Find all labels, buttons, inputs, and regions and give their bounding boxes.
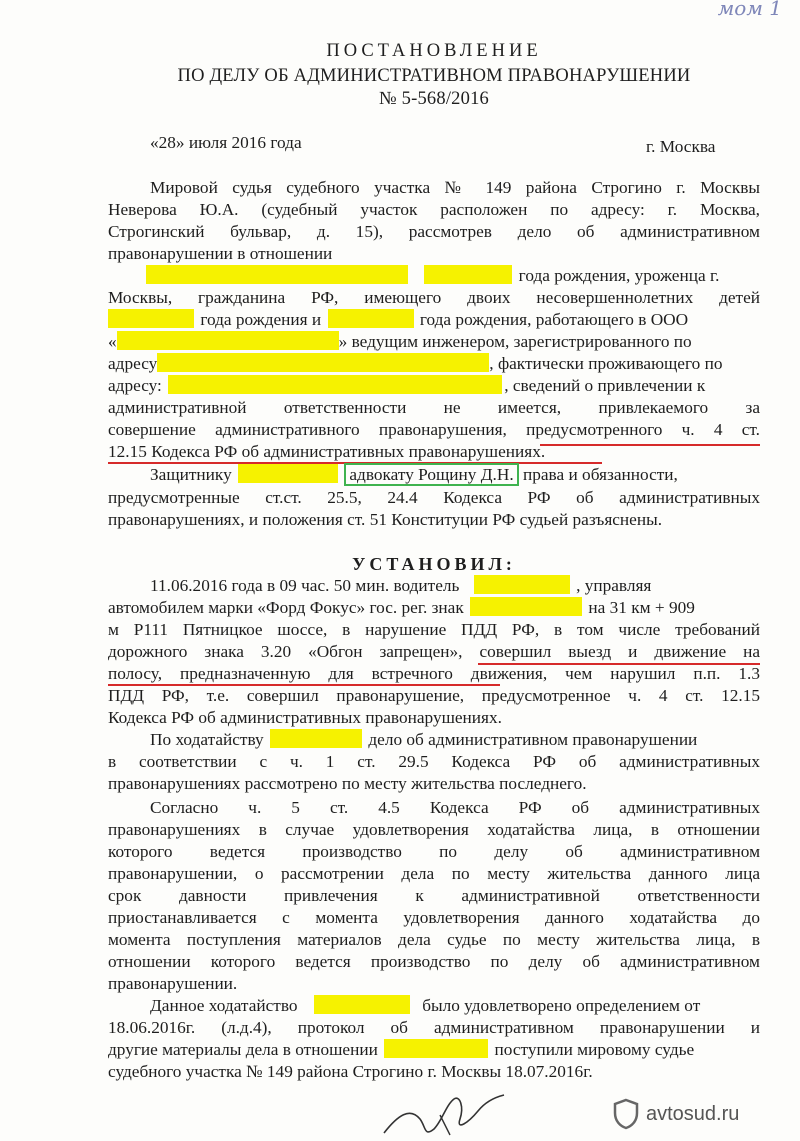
article-line-6: приостанавливается с момента удовлетворения данного ходатайства до: [108, 908, 760, 927]
granted-line-2: 18.06.2016г. (л.д.4), протокол об административном правонарушении и: [108, 1018, 760, 1037]
redaction-petition-party: [314, 995, 410, 1014]
intro-line-10: [108, 375, 760, 397]
intro-line-9: [108, 353, 760, 375]
intro-line-1: Мировой судья судебного участка № 149 района Строгино г. Москвы: [150, 178, 760, 197]
intro-line-3: Строгинский бульвар, д. 15), рассмотрев дело об административном: [108, 222, 760, 241]
lawyer-name-highlight: адвокату Рощину Д.Н.: [344, 463, 518, 486]
redaction-company: [117, 331, 339, 350]
petition-line-3: правонарушениях рассмотрено по месту жительства последнего.: [108, 774, 587, 793]
redaction-child1-date: [108, 309, 194, 328]
intro-text: года рождения, уроженца г.: [518, 266, 720, 285]
defender-line-3: правонарушениях, и положения ст. 51 Конституции РФ судьей разъяснены.: [108, 510, 663, 529]
underline-mark: [478, 663, 760, 665]
granted-line-3: [108, 1039, 760, 1061]
signature-mark: [380, 1085, 510, 1141]
intro-text: , сведений о привлечении к: [504, 376, 706, 395]
facts-text: 11.06.2016 года в 09 час. 50 мин. водитель: [150, 576, 460, 595]
redaction-birthdate: [424, 265, 512, 284]
intro-text: года рождения и: [200, 310, 322, 329]
watermark-logo: [612, 1098, 739, 1130]
redaction-plate: [470, 597, 582, 616]
facts-line-7: Кодекса РФ об административных правонарушениях.: [108, 708, 502, 727]
document-city: г. Москва: [646, 137, 716, 156]
article-line-8: отношении которого ведется производство по делу об административном: [108, 952, 760, 971]
intro-line-6: Москвы, гражданина РФ, имеющего двоих несовершеннолетних детей: [108, 288, 760, 307]
granted-line-1: [150, 995, 760, 1017]
intro-line-4: правонарушении в отношении: [108, 244, 333, 263]
granted-line-4: судебного участка № 149 района Строгино г. Москвы 18.07.2016г.: [108, 1062, 593, 1081]
intro-text: адресу:: [108, 376, 162, 395]
petition-line-2: в соответствии с ч. 1 ст. 29.5 Кодекса РФ об административных: [108, 752, 760, 771]
redaction-defendant: [238, 464, 338, 483]
article-line-1: Согласно ч. 5 ст. 4.5 Кодекса РФ об административных: [150, 798, 760, 817]
petition-text: дело об административном правонарушении: [368, 730, 698, 749]
redaction-driver: [474, 575, 570, 594]
petition-line-1: [150, 729, 760, 751]
redaction-registration-address: [157, 353, 489, 372]
intro-text: «: [108, 332, 117, 351]
defender-text: права и обязанности,: [523, 465, 678, 484]
granted-text: было удовлетворено определением от: [422, 996, 701, 1015]
intro-line-8: [108, 331, 760, 353]
article-line-7: момента поступления материалов дела судье по месту жительства лица, в: [108, 930, 760, 949]
watermark-text: avtosud.ru: [646, 1102, 740, 1125]
facts-text: , управляя: [576, 576, 652, 595]
redaction-subject: [384, 1039, 488, 1058]
facts-line-4: дорожного знака 3.20 «Обгон запрещен», совершил выезд и движение на: [108, 642, 760, 661]
document-title: ПОСТАНОВЛЕНИЕ: [326, 41, 542, 61]
facts-text: на 31 км + 909: [588, 598, 695, 617]
granted-text: Данное ходатайство: [150, 996, 298, 1015]
intro-text: , фактически проживающего по: [489, 354, 723, 373]
intro-text: адресу: [108, 354, 158, 373]
article-line-2: правонарушениях в случае удовлетворения ходатайства лица, в отношении: [108, 820, 760, 839]
facts-line-6: ПДД РФ, т.е. совершил правонарушение, предусмотренное ч. 4 ст. 12.15: [108, 686, 760, 705]
article-line-4: правонарушении, о рассмотрении дела по месту жительства данного лица: [108, 864, 760, 883]
article-line-9: правонарушении.: [108, 974, 238, 993]
document-subtitle: ПО ДЕЛУ ОБ АДМИНИСТРАТИВНОМ ПРАВОНАРУШЕНИИ: [177, 66, 691, 86]
facts-line-1: [150, 575, 760, 597]
case-number: № 5-568/2016: [379, 89, 489, 109]
intro-line-12: совершение административного правонарушения, предусмотренного ч. 4 ст.: [108, 420, 760, 439]
redaction-child2-date: [328, 309, 414, 328]
handwritten-note: мом 1: [717, 0, 782, 20]
document-date: «28» июля 2016 года: [150, 133, 302, 152]
redaction-residence-address: [168, 375, 502, 394]
intro-line-13: 12.15 Кодекса РФ об административных правонарушениях.: [108, 442, 546, 461]
article-line-3: которого ведется производство по делу об административном: [108, 842, 760, 861]
facts-line-5: полосу, предназначенную для встречного движения, чем нарушил п.п. 1.3: [108, 664, 760, 683]
facts-line-2: [108, 597, 760, 619]
facts-text: автомобилем марки «Форд Фокус» гос. рег. знак: [108, 598, 464, 617]
defender-text: Защитнику: [150, 465, 232, 484]
intro-line-5: [108, 265, 760, 287]
intro-line-2: Неверова Ю.А. (судебный участок расположен по адресу: г. Москва,: [108, 200, 760, 219]
established-heading: УСТАНОВИЛ:: [352, 554, 516, 574]
defender-line-1: [150, 463, 760, 485]
underline-mark: [540, 444, 760, 446]
facts-line-3: м Р111 Пятницкое шоссе, в нарушение ПДД РФ, в том числе требований: [108, 620, 760, 639]
article-line-5: срок давности привлечения к административной ответственности: [108, 886, 760, 905]
intro-text: года рождения, работающего в ООО: [419, 310, 689, 329]
intro-text: » ведущим инженером, зарегистрированного по: [338, 332, 692, 351]
redaction-petitioner: [270, 729, 362, 748]
intro-line-11: административной ответственности не имеется, привлекаемого за: [108, 398, 760, 417]
intro-line-7: [108, 309, 760, 331]
granted-text: поступили мировому судье: [494, 1040, 695, 1059]
shield-icon: [612, 1098, 640, 1130]
defender-line-2: предусмотренные ст.ст. 25.5, 24.4 Кодекса РФ об административных: [108, 488, 760, 507]
granted-text: другие материалы дела в отношении: [108, 1040, 378, 1059]
redaction-name: [146, 265, 408, 284]
petition-text: По ходатайству: [150, 730, 264, 749]
underline-mark: [108, 684, 500, 686]
